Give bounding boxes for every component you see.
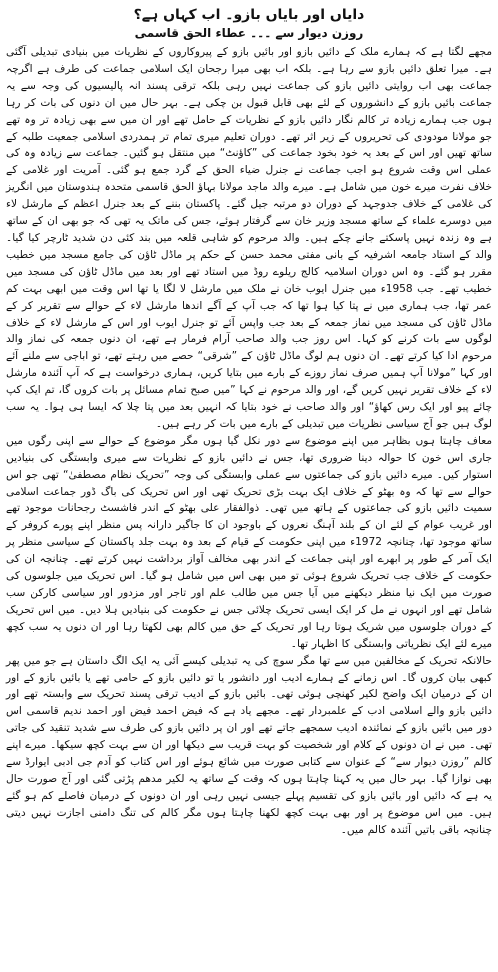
article-byline: روزن دیوار سے ۔۔۔ عطاء الحق قاسمی (134, 26, 364, 40)
article-paragraph: معاف چاہتا ہوں بظاہر میں اپنے موضوع سے دور نکل گیا ہوں مگر موضوع کے حوالے سے اپنی رگوں میں جاری اس خون کا حوالہ دینا ضروری تھا، جس نے دائیں بازو کے نظریات سے میری وابستگی کی بنیادیں استوار کیں۔ میرے دائیں بازو کی جماعتوں سے عملی وابستگی کی وجہ ”تحریک نظام مصطفیٰ“ تھی جو اس حوالے سے تھا کہ وہ بھٹو کے خلاف ایک بہت بڑی تحریک تھی اور اس تحریک کی باگ ڈور جماعت اسلامی سمیت دائیں بازو کی جماعتوں کے ہاتھ میں تھی۔ ذوالفقار علی بھٹو کے اندر فاشسٹ رجحانات موجود تھے اور غریب عوام کے لئے ان کے بلند آہنگ نعروں کے باوجود ان کا جاگیر دارانہ پس منظر اپنے پورے کروفر کے ساتھ موجود تھا، چنانچہ 1972ء میں اپنی حکومت کے قیام کے بعد وہ بہت جلد پاکستان کے سیاسی منظر پر ایک آمر کے طور پر ابھرے اور اپنی جماعت کے اندر بھی مخالف آواز برداشت نہیں کرتے تھے۔ چنانچہ ان کی حکومت کے خلاف جب تحریک شروع ہوئی تو میں بھی اس میں شامل ہو گیا۔ اس تحریک میں جلوسوں کی صورت میں ایک نیا منظر دیکھنے میں آیا جس میں طالب علم اور تاجر اور مزدور اور سیاسی کارکن سب شامل تھے اور انہوں نے مل کر ایک ایسی تحریک چلائی جس نے حکومت کی بنیادیں ہلا دیں۔ میں اس تحریک کے دوران جلوسوں میں شریک ہوتا رہا اور تحریک کے حق میں کالم بھی لکھتا رہا اور ان دنوں یہ سب کچھ میرے لئے ایک نظریاتی وابستگی کا اظہار تھا۔ (6, 434, 492, 650)
article-paragraph: حالانکہ تحریک کے مخالفین میں سے تھا مگر سوچ کی یہ تبدیلی کیسے آئی یہ ایک الگ داستان ہے جو میں پھر کبھی بیان کروں گا۔ اس زمانے کے ہمارے ادیب اور دانشور یا تو دائیں بازو کے حامی تھے یا بائیں بازو کے اور ان کے درمیان ایک واضح لکیر کھنچی ہوئی تھی۔ بائیں بازو کے ادیب ترقی پسند تحریک سے وابستہ تھے اور دائیں بازو والے اسلامی ادب کے علمبردار تھے۔ مجھے یاد ہے کہ فیض احمد فیض اور احمد ندیم قاسمی اس دور میں بائیں بازو کے نمائندہ ادیب سمجھے جاتے تھے اور ان پر دائیں بازو کی طرف سے شدید تنقید کی جاتی تھی۔ میں نے ان دونوں کے کلام اور شخصیت کو بہت قریب سے دیکھا اور ان سے بہت کچھ سیکھا۔ میرے اپنے کالم ”روزن دیوار سے“ کے عنوان سے کتابی صورت میں شائع ہوئے اور اس کتاب کو آدم جی ادبی ایوارڈ سے بھی نوازا گیا۔ بہر حال میں یہ کہنا چاہتا ہوں کہ وقت کے ساتھ یہ لکیر مدھم پڑتی گئی اور آج صورت حال یہ ہے کہ دائیں اور بائیں بازو کی تقسیم پہلے جیسی نہیں رہی اور ان دونوں کے درمیان فاصلے کم ہو گئے ہیں۔ میں اس موضوع پر اور بھی بہت کچھ لکھنا چاہتا ہوں مگر کالم کی تنگ دامنی اجازت نہیں دیتی چنانچہ باقی باتیں آئندہ کالم میں۔ (6, 654, 492, 836)
article-paragraph: مجھے لگتا ہے کہ ہمارے ملک کے دائیں بازو اور بائیں بازو کے پیروکاروں کے نظریات میں بنیادی تبدیلی آگئی ہے۔ میرا تعلق دائیں بازو سے رہا ہے۔ بلکہ اب بھی میرا رجحان ایک اسلامی جماعت کی طرف ہے اگرچہ جماعت بھی اب روایتی دائیں بازو کی جماعت نہیں رہی بلکہ ترقی پسند انہ پالیسیوں کی وجہ سے یہ جماعت بائیں بازو کے دانشوروں کے لئے بھی قابل قبول بن چکی ہے۔ بہر حال میں ان دنوں کی بات کر رہا ہوں جب ہمارے زیادہ تر کالم نگار دائیں بازو کے نظریات کے حامل تھے اور ان میں سے بھی زیادہ تر وہ تھے جو مولانا مودودی کی تحریروں کے زیر اثر تھے۔ دوران تعلیم میری تمام تر ہمدردی اسلامی جمعیت طلبہ کے ساتھ تھیں اور اس کے بعد یہ خود بخود جماعت کی ”کاؤنٹ“ میں منتقل ہو گئیں۔ جماعت سے زیادہ وہ کی عملی اس وقت شروع ہو اجب جماعت نے جنرل ضیاء الحق کے گرد جمع ہو گئی۔ آمریت اور غلامی کے خلاف نفرت میرے خون میں شامل ہے۔ میرے والد ماجد مولانا بہاؤ الحق قاسمی متحدہ ہندوستان میں انگریز کی غلامی کے خلاف جدوجہد کے دوران دو مرتبہ جیل گئے۔ پاکستان بننے کے بعد جنرل اعظم کے مارشل لاء میں دوسرے علماء کے ساتھ مسجد وزیر خان سے گرفتار ہوئے، جس کی ماتک یہ تھی کہ جو بھی ان کے ساتھ ہے وہ زندہ نہیں پاسکتے جانے چکے ہیں۔ والد مرحوم کو شاہی قلعہ میں بند کئی دن شدید ٹارچر کیا گیا۔ والد کے استاد جامعہ اشرفیہ کے بانی مفتی محمد حسن کے حکم پر ماڈل ٹاؤن کی جامع مسجد میں خطیب مقرر ہو گئے۔ وہ اس دوران اسلامیہ کالج ریلوے روڈ میں استاد تھے اور بعد میں ماڈل ٹاؤن کی مسجد میں خطیب تھے۔ جب 1958ء میں جنرل ایوب خان نے ملک میں مارشل لا لگا یا تھا اس وقت میں ابھی بہت کم عمر تھا، جب ہماری میں نے پتا کیا ہوا تھا کہ جب آپ کے آگے اندھا مارشل لاء کے حوالے سے تقریر کر کے ماڈل ٹاؤن کی مسجد میں نماز جمعہ کے بعد جب واپس آئے تو جنرل ایوب اور اس کے مارشل لاء کے خلاف لوگوں سے بات کرنے کو کہا۔ اس روز جب والد صاحب آرام فرمار ہے تھے، ان دنوں جمعہ کی نماز والد مرحوم ادا کیا کرتے تھے۔ ان دنوں ہم لوگ ماڈل ٹاؤن کے ”شرقی“ حصے میں رہتے تھے، تو اباجی سے ملنے آئے اور کہا ”مولانا آپ ہمیں صرف نماز روزے کے بارے میں بتایا کریں، ہماری درخواست ہے کہ آپ آئندہ مارشل لاء کے خلاف تقریر نہیں کریں گے، اور والد مرحوم نے کہا ”میں صبح تمام مسائل پر بات کروں گا، تم ایک کپ چائے پیو اور ایک رس کھاؤ“ اور والد صاحب نے خود بتایا کہ انہیں بعد میں پتا چلا کہ ایسا ہی ہوا۔ یہ سب لوگ ہیں جو آج سیاسی نظریات میں تبدیلی کے بارے میں بات کر رہے ہیں۔ (6, 46, 492, 430)
article-title: دایاں اور بایاں بازو۔ اب کہاں ہے؟ (133, 7, 365, 23)
article-body (6, 44, 492, 839)
